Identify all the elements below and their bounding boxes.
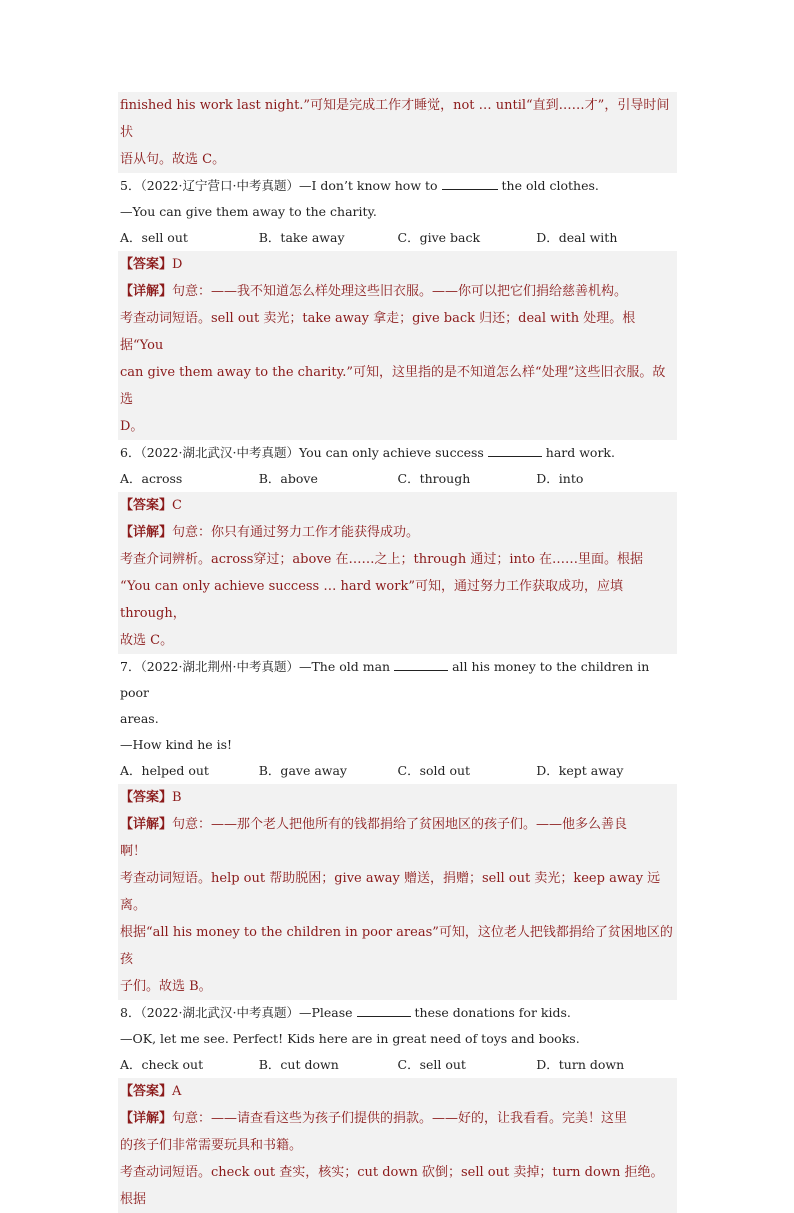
option-d: D．deal with — [536, 230, 618, 245]
option-d: D．into — [536, 471, 584, 486]
option-c: C．sold out — [397, 763, 471, 778]
answer-blank — [394, 658, 448, 671]
option-b: B．gave away — [258, 763, 347, 778]
option-d: D．kept away — [536, 763, 624, 778]
prev-explanation: finished his work last night.”可知是完成工作才睡觉，not … until“直到……才”，引导时间状 语从句。故选 C。 — [118, 92, 677, 173]
question-7-answer: 【答案】B 【详解】句意：——那个老人把他所有的钱都捐给了贫困地区的孩子们。——他多么善良 啊！ 考查动词短语。help out 帮助脱困；give away 赠送，捐赠；sell out 卖光；keep away 远离。 根据“all his money to the children in poor areas”可知，这位老人把钱都捐给了贫困地区的孩 子们。故选 B。 — [118, 784, 677, 1000]
option-b: B．cut down — [258, 1057, 339, 1072]
question-5: 5．（2022·辽宁营口·中考真题）—I don’t know how to the old clothes. — [120, 178, 599, 193]
question-5-options — [118, 225, 677, 251]
answer-blank — [357, 1004, 411, 1017]
question-6: 6．（2022·湖北武汉·中考真题）You can only achieve success hard work. — [120, 445, 615, 460]
option-a: A．across — [120, 471, 183, 486]
question-8-options — [118, 1052, 677, 1078]
question-6-options — [118, 466, 677, 492]
answer-blank — [442, 177, 498, 190]
document-page: finished his work last night.”可知是完成工作才睡觉，not … until“直到……才”，引导时间状 语从句。故选 C。 5．（2022·辽宁营口·中考真题）—I don’t know how to the old clothes. —You can give them away to the charity. A．sell out B．take away C．give back D．deal with 【答案】D 【详解】句意：——我不知道怎么样处理这些旧衣服。——你可以把它们捐给慈善机构。 考查动词短语。sell out 卖光；take away 拿走；give back 归还；deal with 处理。根据“You can give them away to the charity.”可知，这里指的是不知道怎么样“处理”这些旧衣服。故选 D。 6．（2022·湖北武汉·中考真题）You can only achieve success hard work. A．across B．above C．through D．into 【答案】C 【详解】句意：你只有通过努力工作才能获得成功。 考查介词辨析。across穿过；above 在……之上；through 通过；into 在……里面。根据 “You can only achieve success … hard work”可知，通过努力工作获取成功，应填 through， 故选 C。 7．（2022·湖北荆州·中考真题）—The old man all his money to the children in poor areas. —How kind he is! A．helped out B．gave away C．sold out D．kept away 【答案】B 【详解】句意：——那个老人把他所有的钱都捐给了贫困地区的孩子们。——他多么善良 啊！ 考查动词短语。help out 帮助脱困；give away 赠送，捐赠；sell out 卖光；keep away 远离。 根据“all his money to the children in poor areas”可知，这位老人把钱都捐给了贫困地区的孩 子们。故选 B。 8．（2022·湖北武汉·中考真题）—Please these donations for kids. —OK, let me see. Perfect! Kids here are in great need of toys and books. A．check out B．cut down C．sell out D．turn down 【答案】A 【详解】句意：——请查看这些为孩子们提供的捐款。——好的，让我看看。完美！这里 的孩子们非常需要玩具和书籍。 考查动词短语。check out 查实，核实；cut down 砍倒；sell out 卖掉；turn down 拒绝。根据 — [118, 92, 677, 1213]
question-5-reply: —You can give them away to the charity. — [120, 204, 377, 219]
question-7-options — [118, 758, 677, 784]
option-a: A．helped out — [120, 763, 209, 778]
question-7-reply: —How kind he is! — [120, 737, 233, 752]
option-b: B．take away — [258, 230, 345, 245]
question-6-answer: 【答案】C 【详解】句意：你只有通过努力工作才能获得成功。 考查介词辨析。across穿过；above 在……之上；through 通过；into 在……里面。根据 “You can only achieve success … hard work”可知，通过努力工作获取成功，应填 through， 故选 C。 — [118, 492, 677, 654]
option-c: C．give back — [397, 230, 481, 245]
option-a: A．sell out — [120, 230, 188, 245]
question-7: 7．（2022·湖北荆州·中考真题）—The old man all his money to the children in poor — [120, 659, 650, 700]
question-8-answer: 【答案】A 【详解】句意：——请查看这些为孩子们提供的捐款。——好的，让我看看。完美！这里 的孩子们非常需要玩具和书籍。 考查动词短语。check out 查实，核实；cut down 砍倒；sell out 卖掉；turn down 拒绝。根据 — [118, 1078, 677, 1213]
option-d: D．turn down — [536, 1057, 625, 1072]
option-c: C．through — [397, 471, 471, 486]
question-8: 8．（2022·湖北武汉·中考真题）—Please these donations for kids. — [120, 1005, 571, 1020]
answer-blank — [488, 444, 542, 457]
option-b: B．above — [258, 471, 318, 486]
option-a: A．check out — [120, 1057, 204, 1072]
question-5-answer: 【答案】D 【详解】句意：——我不知道怎么样处理这些旧衣服。——你可以把它们捐给慈善机构。 考查动词短语。sell out 卖光；take away 拿走；give back 归还；deal with 处理。根据“You can give them away to the charity.”可知，这里指的是不知道怎么样“处理”这些旧衣服。故选 D。 — [118, 251, 677, 440]
question-8-reply: —OK, let me see. Perfect! Kids here are in great need of toys and books. — [120, 1031, 580, 1046]
option-c: C．sell out — [397, 1057, 466, 1072]
